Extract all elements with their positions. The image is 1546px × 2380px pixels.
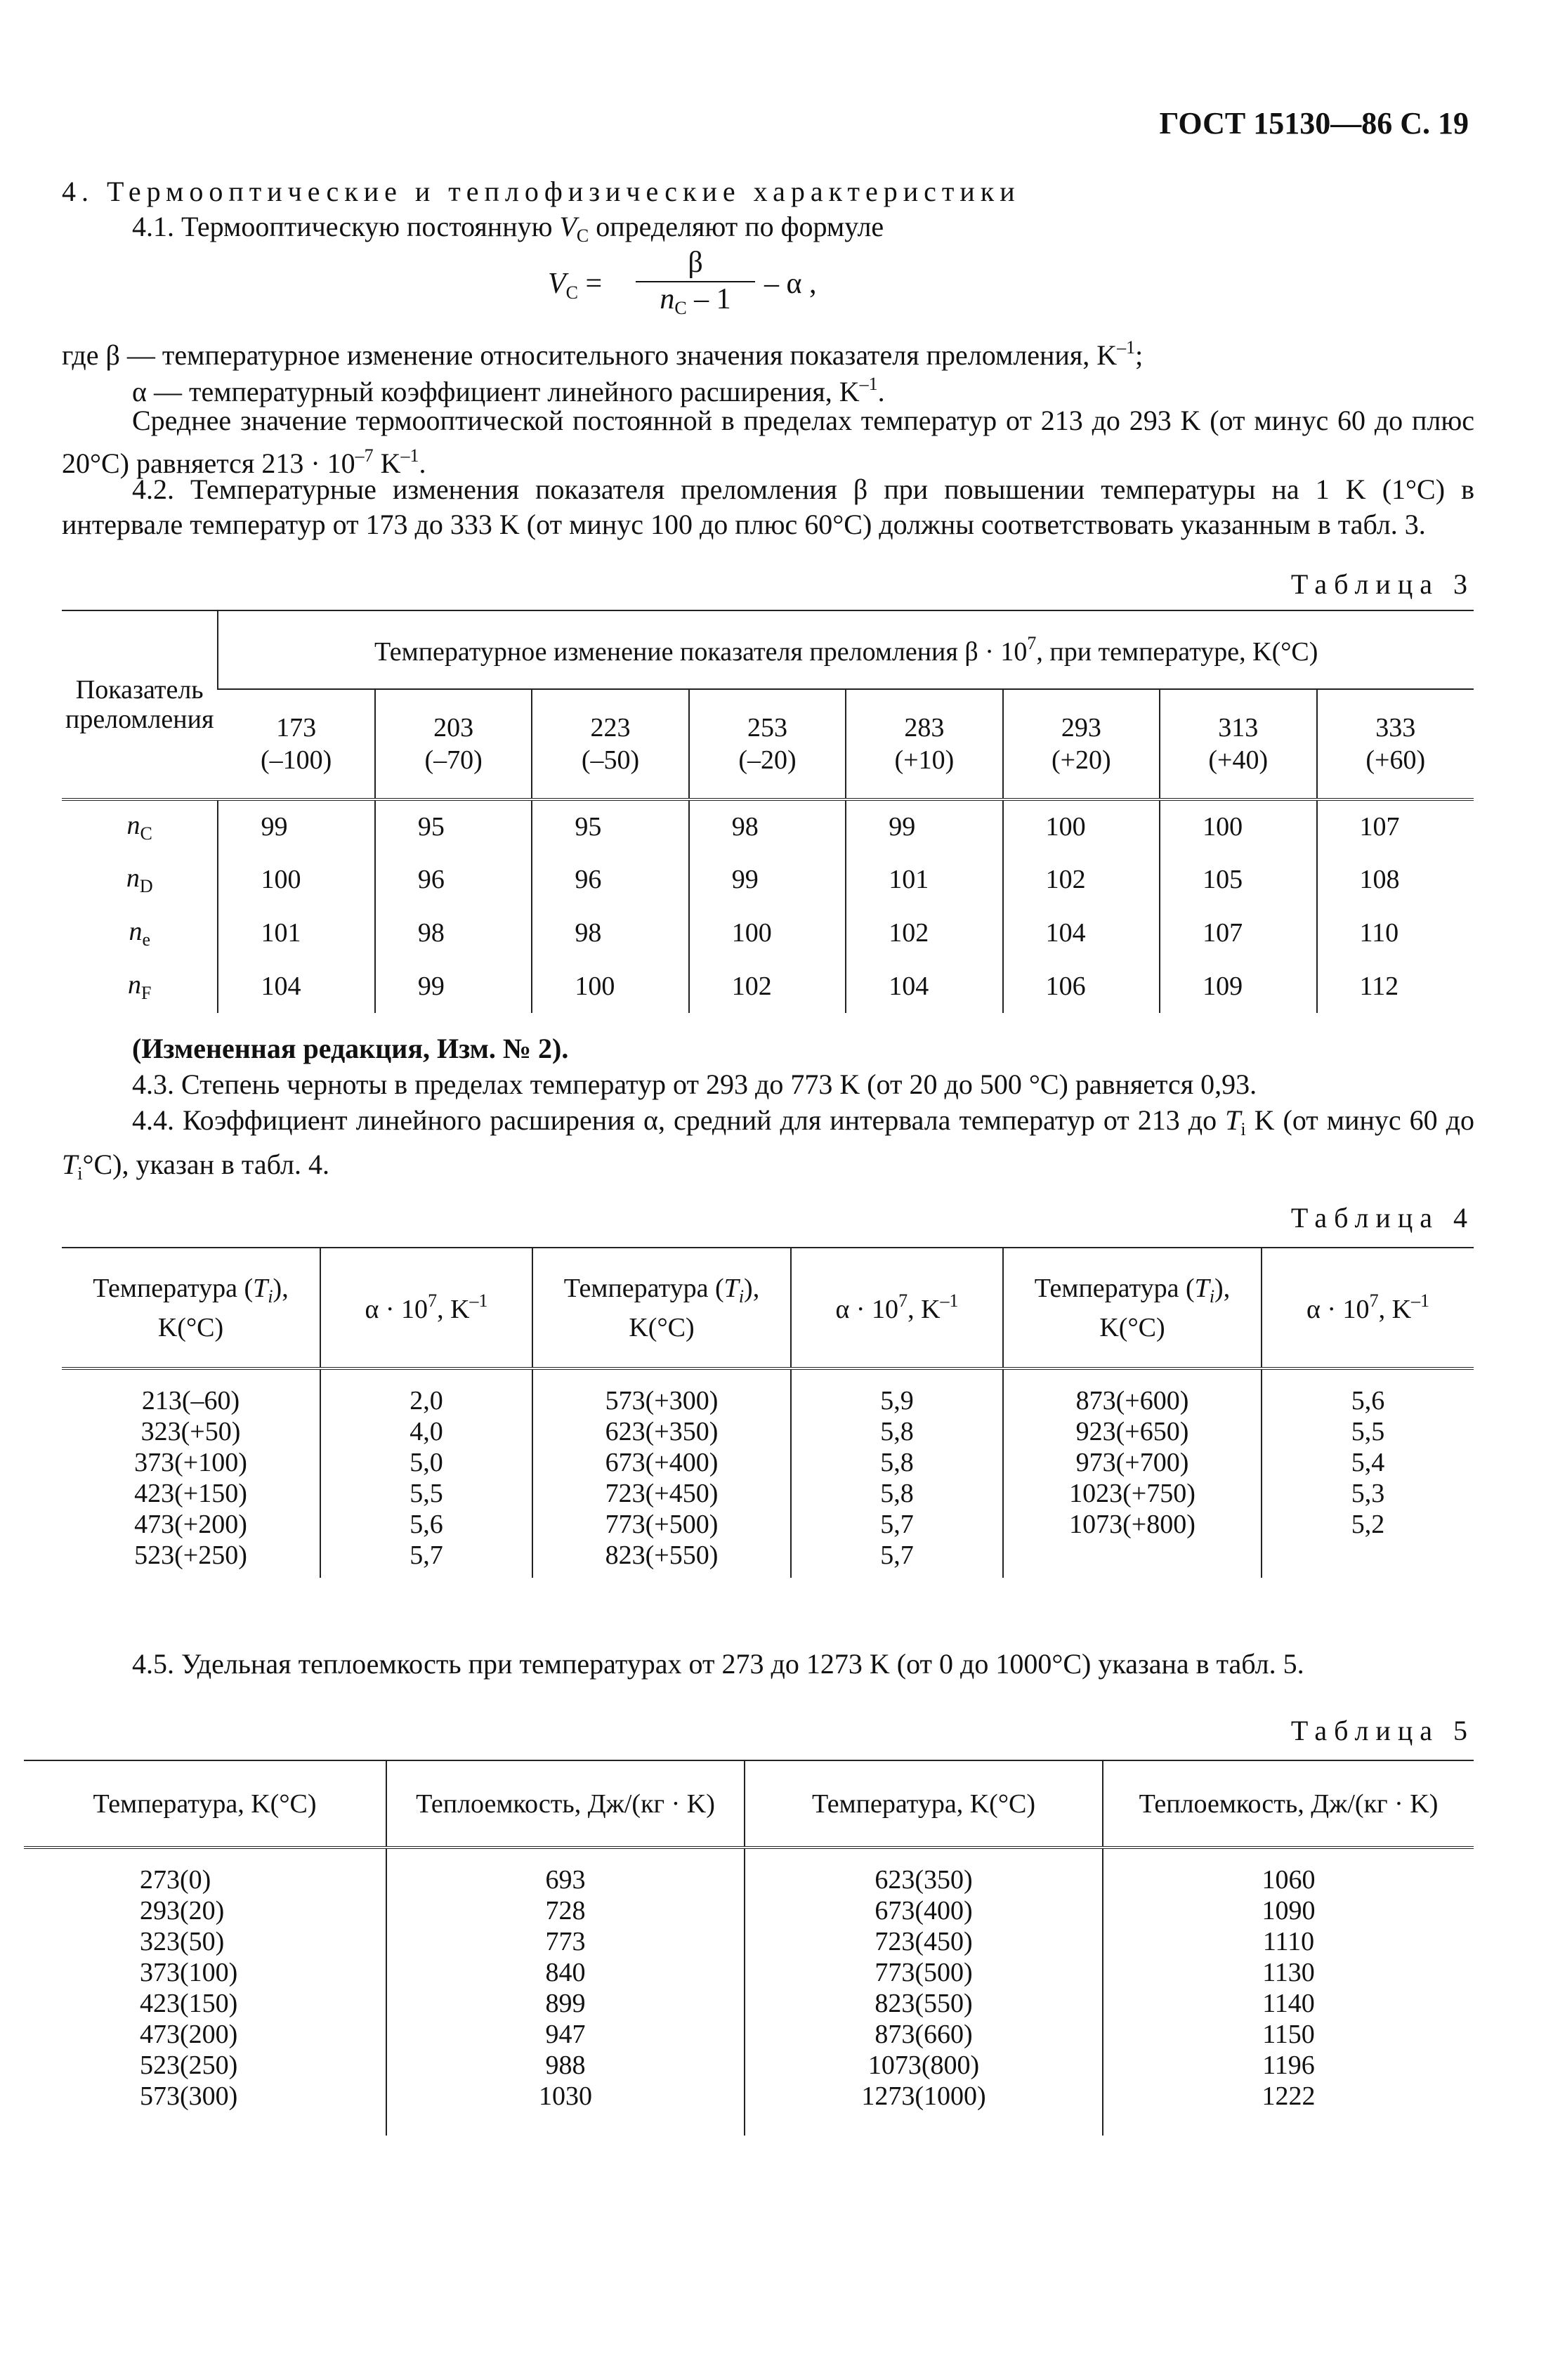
- table-value: 1273(1000): [861, 2081, 986, 2111]
- table3-cell: 98: [375, 906, 532, 960]
- table3-row-index: $n_e$: [129, 916, 150, 950]
- table4-caption: Таблица 4: [1290, 1202, 1474, 1234]
- table-value: 673(400): [874, 1896, 973, 1925]
- table3-colhead: Температурное изменение показателя преломления $\beta \cdot 10^7$, при температуре, K(°С): [218, 610, 1474, 689]
- table-value: 213(–60): [141, 1386, 240, 1415]
- table3-cell: 95: [375, 799, 532, 853]
- table-value: 5,2: [1351, 1510, 1385, 1539]
- table4-header-row: [62, 1248, 1474, 1368]
- table3-cell: 106: [1003, 960, 1160, 1013]
- table3-cell: 108: [1317, 853, 1474, 906]
- table-value: 5,5: [410, 1479, 443, 1508]
- p41-text: 4.1. Термооптическую постоянную: [132, 211, 553, 242]
- table3-row: [62, 906, 1474, 960]
- table3-cell: 104: [846, 960, 1002, 1013]
- table-value: 623(350): [874, 1865, 973, 1895]
- table-value: 773(500): [874, 1958, 973, 1987]
- table3-row-index: $n_C$: [126, 810, 152, 844]
- table3-body: [62, 799, 1474, 1013]
- table-4: [62, 1247, 1474, 1578]
- table3-temp-col-4: 283 (+10): [846, 689, 1002, 799]
- table-value: 5,6: [410, 1510, 443, 1539]
- table-value: 1030: [539, 2081, 592, 2111]
- table-value: 323(50): [140, 1927, 225, 1956]
- table3-temp-col-1: 203 (–70): [375, 689, 532, 799]
- table3-cell: 96: [375, 853, 532, 906]
- table-value: 1073(800): [867, 2051, 980, 2080]
- table-value: 373(100): [140, 1958, 238, 1987]
- table4-col3-alpha: [1262, 1368, 1474, 1578]
- table3-temp-col-5: 293 (+20): [1003, 689, 1160, 799]
- vc-symbol: V: [559, 211, 577, 242]
- paragraph-4-5: 4.5. Удельная теплоемкость при температурах от 273 до 1273 K (от 0 до 1000°С) указана в табл. 5.: [132, 1648, 1304, 1680]
- formula-fraction: [636, 246, 755, 319]
- formula-denominator: $n_C - 1$: [660, 283, 731, 318]
- table3-cell: 100: [1160, 799, 1316, 853]
- table-value: 5,0: [410, 1448, 443, 1477]
- where-beta: где β — температурное изменение относительного значения показателя преломления, $K^{-1}$;: [62, 337, 1144, 371]
- table5-h-heat-2: Теплоемкость, Дж/(кг · K): [1103, 1760, 1474, 1848]
- table3-cell: 102: [1003, 853, 1160, 906]
- table-value: 5,4: [1351, 1448, 1385, 1477]
- table3-cell: 99: [375, 960, 532, 1013]
- table3-row-index: $n_F$: [127, 969, 152, 1003]
- table-value: 273(0): [140, 1865, 211, 1895]
- table3-row: [62, 960, 1474, 1013]
- table-value: 773: [545, 1927, 586, 1956]
- table-value: 1073(+800): [1069, 1510, 1195, 1539]
- table3-cell: 104: [218, 960, 374, 1013]
- table3-cell: 102: [689, 960, 846, 1013]
- table-value: 899: [545, 1989, 586, 2018]
- edit-note: (Измененная редакция, Изм. № 2).: [132, 1033, 569, 1064]
- mean-value-paragraph: Среднее значение термооптической постоянной в пределах температур от 213 до 293 K (от минус 60 до плюс 20°С) равняется $213 \cdot 10^{-7}$ $K^{-1}$.: [62, 405, 1474, 479]
- paragraph-4-2: 4.2. Температурные изменения показателя преломления β при повышении температуры на 1 K (1°С) в интервале температур от 173 до 333 K (от минус 100 до плюс 60°С) должны соответствовать указанным в табл. 3.: [62, 473, 1474, 540]
- table-value: 523(250): [140, 2051, 238, 2080]
- table-value: 723(450): [874, 1927, 973, 1956]
- formula-tail: – α ,: [764, 268, 817, 300]
- section-4-title: 4. Термооптические и теплофизические характеристики: [62, 176, 1021, 207]
- table5-col1-temps: [24, 1848, 386, 2136]
- table-value: 1060: [1262, 1865, 1316, 1895]
- table-value: 5,5: [1351, 1417, 1385, 1446]
- table4-h-alpha-2: $\alpha \cdot 10^7$, $K^{-1}$: [1262, 1248, 1474, 1368]
- table-value: 728: [545, 1896, 586, 1925]
- paragraph-4-3: 4.3. Степень черноты в пределах температур от 293 до 773 K (от 20 до 500 °С) равняется 0,93.: [132, 1068, 1257, 1100]
- table3-row: [62, 853, 1474, 906]
- table3-temp-col-3: 253 (–20): [689, 689, 846, 799]
- table5-body-row: [24, 1848, 1474, 2136]
- table-value: 5,7: [880, 1510, 914, 1539]
- table-value: 973(+700): [1075, 1448, 1189, 1477]
- table-value: 1196: [1262, 2051, 1315, 2080]
- table-value: 873(+600): [1075, 1386, 1189, 1415]
- table-value: 5,8: [880, 1448, 914, 1477]
- table4-col1-temps: [62, 1368, 320, 1578]
- table3-temp-col-6: 313 (+40): [1160, 689, 1316, 799]
- table3-cell: 101: [846, 853, 1002, 906]
- table-value: 573(+300): [605, 1386, 719, 1415]
- formula: [548, 246, 969, 323]
- table3-temp-headers: [62, 689, 1474, 799]
- table3-cell: 109: [1160, 960, 1316, 1013]
- table-value: 693: [545, 1865, 586, 1895]
- table-value: 823(+550): [605, 1541, 719, 1570]
- table4-col2-temps: [532, 1368, 791, 1578]
- table4-col2-alpha: [791, 1368, 1003, 1578]
- table-value: 2,0: [410, 1386, 443, 1415]
- table-value: 423(150): [140, 1989, 238, 2018]
- table-value: 1150: [1262, 2020, 1315, 2049]
- table3-cell: 100: [1003, 799, 1160, 853]
- table4-body-row: [62, 1368, 1474, 1578]
- table3-cell: 104: [1003, 906, 1160, 960]
- table-value: 873(660): [874, 2020, 973, 2049]
- table3-cell: 101: [218, 906, 374, 960]
- table4-col1-alpha: [320, 1368, 532, 1578]
- table-value: 1140: [1262, 1989, 1315, 2018]
- formula-numerator: β: [636, 246, 755, 282]
- table3-cell: 95: [532, 799, 688, 853]
- table-value: 5,3: [1351, 1479, 1385, 1508]
- table-value: 1110: [1262, 1927, 1315, 1956]
- table-value: 373(+100): [134, 1448, 247, 1477]
- table4-col3-temps: [1003, 1368, 1262, 1578]
- table3-temp-col-2: 223 (–50): [532, 689, 688, 799]
- table-value: 5,8: [880, 1417, 914, 1446]
- p41-tail: определяют по формуле: [596, 211, 884, 242]
- formula-lhs: $V_C$ =: [548, 268, 603, 303]
- table5-h-temp-2: Температура, K(°С): [745, 1760, 1103, 1848]
- table-value: 573(300): [140, 2081, 238, 2111]
- table-value: 773(+500): [605, 1510, 719, 1539]
- table3-row: [62, 799, 1474, 853]
- table-value: 293(20): [140, 1896, 225, 1925]
- table-value: 1130: [1262, 1958, 1315, 1987]
- table-value: 5,7: [880, 1541, 914, 1570]
- table5-h-temp-1: Температура, K(°С): [93, 1789, 317, 1819]
- table-value: 723(+450): [605, 1479, 719, 1508]
- page-header: ГОСТ 15130—86 С. 19: [1159, 106, 1469, 140]
- table3-rowhead: Показатель преломления: [62, 610, 218, 799]
- table-value: 623(+350): [605, 1417, 719, 1446]
- table3-cell: 100: [218, 853, 374, 906]
- table-value: 1023(+750): [1069, 1479, 1195, 1508]
- table-value: 5,7: [410, 1541, 443, 1570]
- table4-h-alpha-0: $\alpha \cdot 10^7$, $K^{-1}$: [320, 1248, 532, 1368]
- table-value: 673(+400): [605, 1448, 719, 1477]
- table4-h-temp-2: Температура $(T_i)$, K(°С): [1003, 1248, 1262, 1368]
- table3-cell: 100: [532, 960, 688, 1013]
- table3-cell: 112: [1317, 960, 1474, 1013]
- table3-cell: 107: [1160, 906, 1316, 960]
- where-alpha: α — температурный коэффициент линейного расширения, $K^{-1}$.: [132, 374, 885, 407]
- table-value: 988: [545, 2051, 586, 2080]
- paragraph-4-4: 4.4. Коэффициент линейного расширения α, средний для интервала температур от 213 до $T_i$ K (от минус 60 до $T_i^\circ С$), указан в табл. 4.: [62, 1104, 1474, 1184]
- table4-h-temp-0: Температура $(T_i)$, K(°С): [93, 1273, 289, 1342]
- table3-cell: 100: [689, 906, 846, 960]
- table3-cell: 98: [689, 799, 846, 853]
- table-5: [24, 1760, 1474, 2136]
- table5-col2-temps: [745, 1848, 1103, 2136]
- table-value: 840: [545, 1958, 586, 1987]
- table3-row-index: $n_D$: [126, 863, 153, 896]
- table3-cell: 99: [846, 799, 1002, 853]
- table3-cell: 96: [532, 853, 688, 906]
- table3-cell: 107: [1317, 799, 1474, 853]
- table4-h-temp-1: Температура $(T_i)$, K(°С): [532, 1248, 791, 1368]
- table3-cell: 98: [532, 906, 688, 960]
- table5-header-row: [24, 1760, 1474, 1848]
- table-value: 1090: [1262, 1896, 1316, 1925]
- table-value: 423(+150): [134, 1479, 247, 1508]
- table-value: 823(550): [874, 1989, 973, 2018]
- table-value: 5,6: [1351, 1386, 1385, 1415]
- table4-h-alpha-1: $\alpha \cdot 10^7$, $K^{-1}$: [791, 1248, 1003, 1368]
- table-value: 1222: [1262, 2081, 1316, 2111]
- table-value: 4,0: [410, 1417, 443, 1446]
- table-value: 523(+250): [134, 1541, 247, 1570]
- table-value: 923(+650): [1075, 1417, 1189, 1446]
- table3-cell: 99: [218, 799, 374, 853]
- table-value: 5,9: [880, 1386, 914, 1415]
- table-3: [62, 610, 1474, 1013]
- table-value: 473(+200): [134, 1510, 247, 1539]
- table-value: 5,8: [880, 1479, 914, 1508]
- table3-caption: Таблица 3: [1290, 568, 1474, 600]
- table3-cell: 105: [1160, 853, 1316, 906]
- table3-temp-col-7: 333 (+60): [1317, 689, 1474, 799]
- table3-temp-col-0: 173 (–100): [261, 713, 332, 775]
- table5-col1-heat: [386, 1848, 745, 2136]
- table-value: 323(+50): [140, 1417, 241, 1446]
- paragraph-4-1: 4.1. Термооптическую постоянную $V_C$ определяют по формуле: [132, 211, 884, 246]
- table-value: 947: [545, 2020, 586, 2049]
- table-value: 473(200): [140, 2020, 238, 2049]
- table3-cell: 110: [1317, 906, 1474, 960]
- table5-h-heat-1: Теплоемкость, Дж/(кг · K): [386, 1760, 745, 1848]
- table5-caption: Таблица 5: [1290, 1715, 1474, 1746]
- table3-cell: 102: [846, 906, 1002, 960]
- table3-cell: 99: [689, 853, 846, 906]
- table5-col2-heat: [1103, 1848, 1474, 2136]
